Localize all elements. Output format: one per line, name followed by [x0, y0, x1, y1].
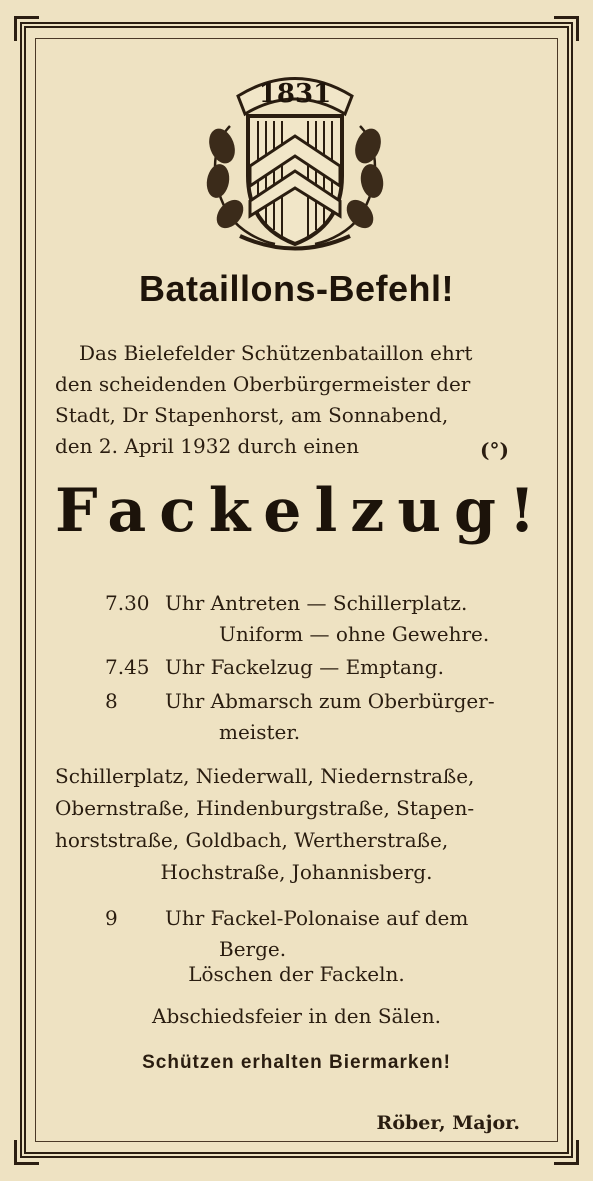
intro-line: den 2. April 1932 durch einen: [55, 434, 360, 458]
schedule-time: 9: [105, 906, 118, 930]
street-line: Obernstraße, Hindenburgstraße, Stapen-: [55, 796, 475, 820]
intro-line: Stadt, Dr Stapenhorst, am Sonnabend,: [55, 403, 449, 427]
crest-year: 1831: [258, 79, 332, 109]
schedule-continuation: Berge.: [219, 937, 287, 961]
intro-paragraph: [55, 338, 538, 462]
schedule-time: 7.30: [105, 591, 150, 615]
schedule-time: 8: [105, 689, 118, 713]
schedule-time: 7.45: [105, 655, 150, 679]
schedule-continuation: Uniform — ohne Gewehre.: [219, 622, 490, 646]
schedule-continuation: meister.: [219, 720, 301, 744]
street-line: Hochstraße, Johannisberg.: [160, 860, 433, 884]
schedule-text: Uhr Fackel-Polonaise auf dem: [165, 906, 469, 930]
schedule-text: Uhr Abmarsch zum Oberbürger-: [165, 689, 495, 713]
corner-ornament: [554, 16, 579, 41]
street-line: horststraße, Goldbach, Wertherstraße,: [55, 828, 449, 852]
corner-ornament: [14, 16, 39, 41]
signature: Röber, Major.: [376, 1112, 520, 1134]
closing-line: Löschen der Fackeln.: [188, 962, 405, 986]
corner-ornament: [554, 1140, 579, 1165]
schedule-text: Uhr Fackelzug — Emptang.: [165, 655, 444, 679]
crest-emblem: [200, 66, 390, 256]
closing-line: Abschiedsfeier in den Sälen.: [152, 1004, 441, 1028]
page-title: Bataillons-Befehl!: [138, 268, 455, 309]
intro-line: Das Bielefelder Schützenbataillon ehrt: [79, 341, 473, 365]
beer-note: Schützen erhalten Biermarken!: [142, 1052, 451, 1073]
main-headline: Fackelzug!: [55, 476, 549, 546]
side-mark: (°): [480, 438, 509, 462]
intro-line: den scheidenden Oberbürgermeister der: [55, 372, 471, 396]
corner-ornament: [14, 1140, 39, 1165]
schedule-text: Uhr Antreten — Schillerplatz.: [165, 591, 468, 615]
route-streets: [55, 760, 538, 888]
street-line: Schillerplatz, Niederwall, Niedernstraße,: [55, 764, 475, 788]
